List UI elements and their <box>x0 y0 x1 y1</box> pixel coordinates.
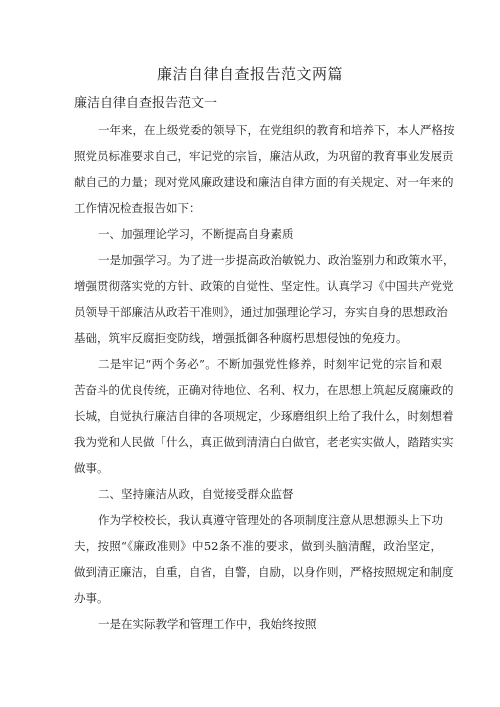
body-line: 长城，自觉执行廉洁自律的各项规定，少琢磨组织上给了我什么，时刻想着 <box>74 409 454 423</box>
body-line: 员领导干部廉洁从政若干准则》，通过加强理论学习，夯实自身的思想政治 <box>74 305 448 319</box>
body-line: 基础，筑牢反腐拒变防线，增强抵御各种腐朽思想侵蚀的免疫力。 <box>74 331 408 345</box>
body-line: 苦奋斗的优良传统，正确对待地位、名利、权力，在思想上筑起反腐廉政的 <box>74 383 454 397</box>
body-line: 一是加强学习。为了进一步提高政治敏锐力、政治鉴别力和政策水平， <box>98 253 455 267</box>
body-line: 我为党和人民做「什么，真正做到清清白白做官，老老实实做人，踏踏实实 <box>74 435 454 449</box>
body-line: 二、坚持廉洁从政，自觉接受群众监督 <box>98 487 294 501</box>
body-line: 一、加强理论学习，不断提高自身素质 <box>98 227 294 241</box>
body-line: 工作情况检查报告如下： <box>74 201 201 215</box>
section-heading: 廉洁自律自查报告范文一 <box>74 96 218 111</box>
document-title: 廉洁自律自查报告范文两篇 <box>156 65 343 83</box>
body-line: 一是在实际教学和管理工作中，我始终按照 <box>98 617 317 631</box>
body-line: 做到清正廉洁，自重，自省，自警，自励，以身作则，严格按照规定和制度 <box>74 565 454 579</box>
body-line: 夫，按照“《廉政准则》中52条不准的要求，做到头脑清醒，政治坚定， <box>74 539 442 553</box>
body-line: 照党员标准要求自己，牢记党的宗旨，廉洁从政，为巩留的教育事业发展贡 <box>74 149 454 163</box>
body-line: 二是牢记“两个务必”。不断加强党性修养，时刻牢记党的宗旨和艰 <box>98 357 442 371</box>
body-line: 献自己的力量；现对党风廉政建设和廉洁自律方面的有关规定、对一年来的 <box>74 175 454 189</box>
body-line: 做事。 <box>74 461 109 475</box>
body-line: 一年来，在上级党委的领导下，在党组织的教育和培养下，本人严格按 <box>98 123 455 137</box>
body-line: 增强贯彻落实党的方针、政策的自觉性、坚定性。认真学习《中国共产党党 <box>74 279 454 293</box>
body-line: 办事。 <box>74 591 109 605</box>
body-line: 作为学校校长，我认真遵守管理处的各项制度注意从思想源头上下功 <box>98 513 443 527</box>
